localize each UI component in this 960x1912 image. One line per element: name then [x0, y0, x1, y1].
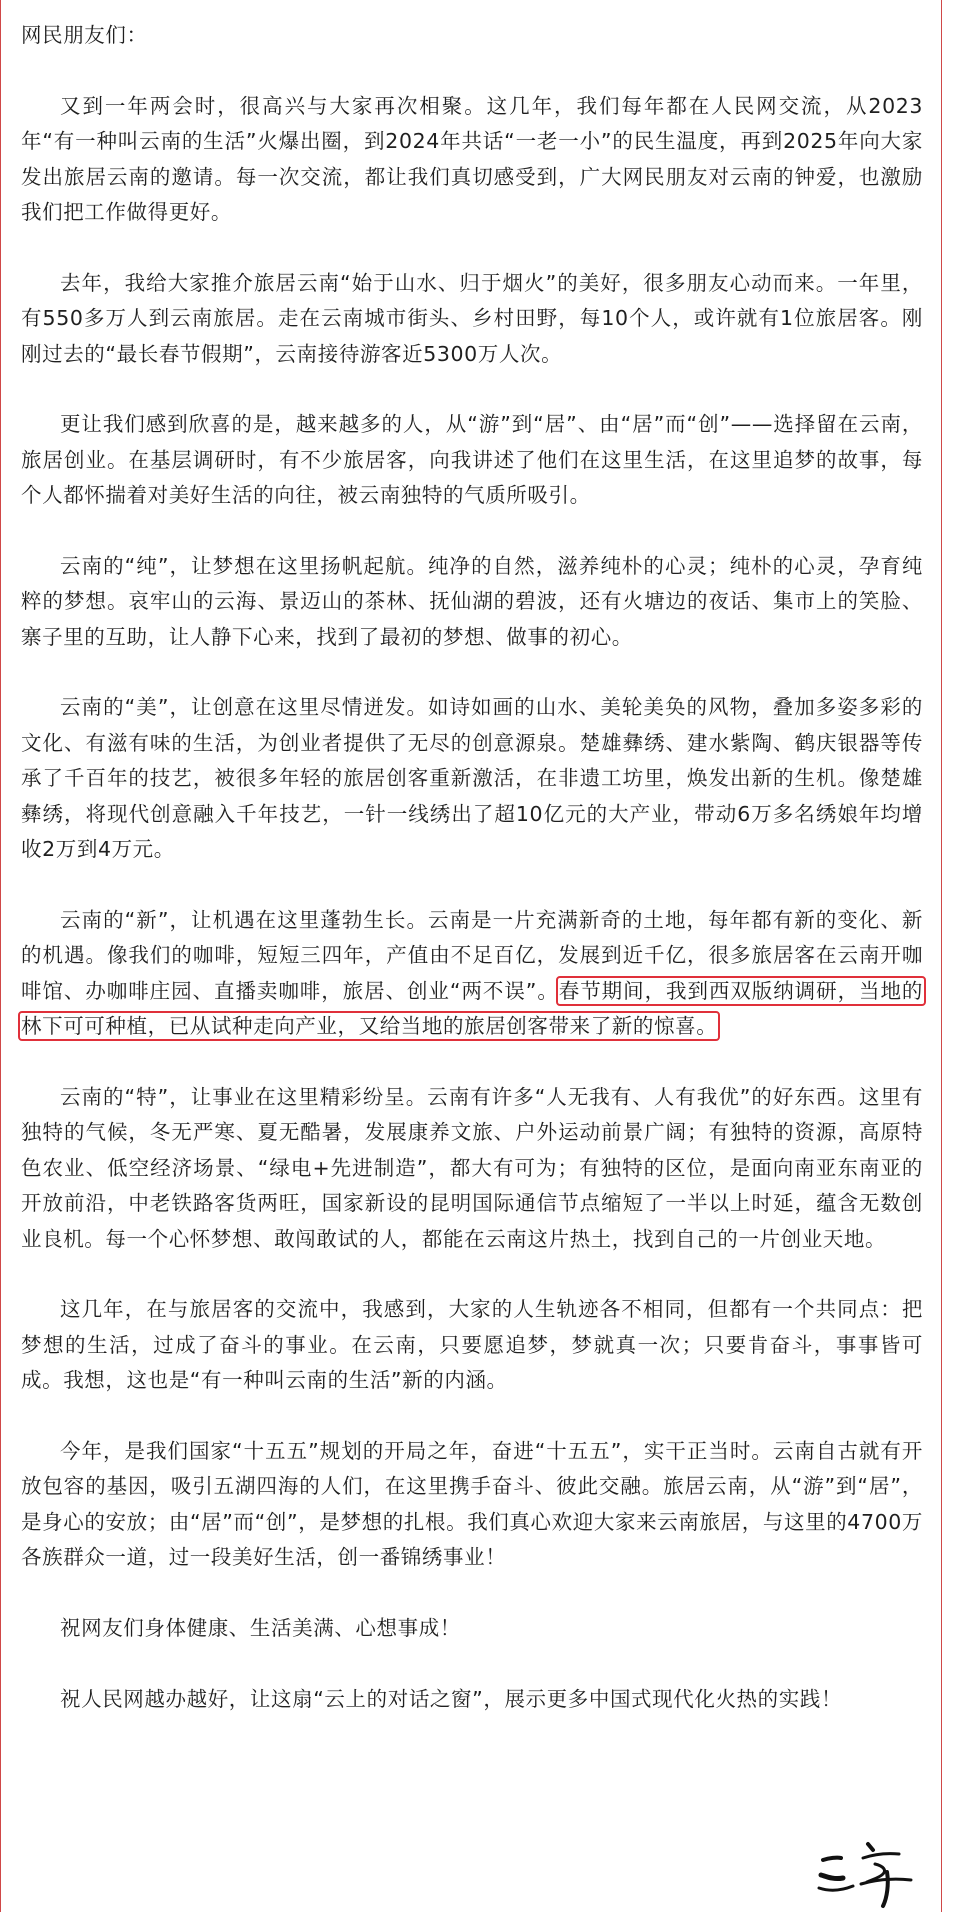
paragraph-special: 云南的“特”，让事业在这里精彩纷呈。云南有许多“人无我有、人有我优”的好东西。这里有独特的气候，冬无严寒、夏无酷暑，发展康养文旅、户外运动前景广阔；有独特的资源，高原特色农业、低空经济场景、“绿电+先进制造”，都大有可为；有独特的区位，是面向南亚东南亚的开放前沿，中老铁路客货两旺，国家新设的昆明国际通信节点缩短了一半以上时延，蕴含无数创业良机。每一个心怀梦想、敢闯敢试的人，都能在云南这片热土，找到自己的一片创业天地。	[21, 1084, 923, 1251]
letter-body	[21, 18, 923, 1754]
paragraph-beauty: 云南的“美”，让创意在这里尽情迸发。如诗如画的山水、美轮美奂的风物，叠加多姿多彩的文化、有滋有味的生活，为创业者提供了无尽的创意源泉。楚雄彝绣、建水紫陶、鹤庆银器等传承了千百年的技艺，被很多年轻的旅居创客重新激活，在非遗工坊里，焕发出新的生机。像楚雄彝绣，将现代创意融入千年技艺，一针一线绣出了超10亿元的大产业，带动6万多名绣娘年均增收2万到4万元。	[21, 695, 923, 861]
handwritten-signature	[813, 1820, 933, 1910]
closing-wish-netizens: 祝网友们身体健康、生活美满、心想事成！	[60, 1615, 461, 1640]
paragraph-new-text: 云南的“新”，让机遇在这里蓬勃生长。云南是一片充满新奇的土地，每年都有新的变化、新的机遇。像我们的咖啡，短短三四年，产值由不足百亿，发展到近千亿，很多旅居客在云南开咖啡馆、办咖啡庄园、直播卖咖啡，旅居、创业“两不误”。	[21, 907, 923, 1003]
paragraph-shared-point: 这几年，在与旅居客的交流中，我感到，大家的人生轨迹各不相同，但都有一个共同点：把梦想的生活，过成了奋斗的事业。在云南，只要愿追梦，梦就真一次；只要肯奋斗，事事皆可成。我想，这也是“有一种叫云南的生活”新的内涵。	[21, 1297, 923, 1392]
paragraph-pure: 云南的“纯”，让梦想在这里扬帆起航。纯净的自然，滋养纯朴的心灵；纯朴的心灵，孕育纯粹的梦想。哀牢山的云海、景迈山的茶林、抚仙湖的碧波，还有火塘边的夜话、集市上的笑脸、寨子里的互助，让人静下心来，找到了最初的梦想、做事的初心。	[21, 553, 923, 649]
paragraph-intro: 又到一年两会时，很高兴与大家再次相聚。这几年，我们每年都在人民网交流，从2023年“有一种叫云南的生活”火爆出圈，到2024年共话“一老一小”的民生温度，再到2025年向大家发出旅居云南的邀请。每一次交流，都让我们真切感受到，广大网民朋友对云南的钟爱，也激励我们把工作做得更好。	[21, 93, 923, 224]
highlighted-sentence: 春节期间，我到西双版纳调研，当地的林下可可种植，已从试种走向产业，又给当地的旅居创客带来了新的惊喜。	[21, 978, 924, 1038]
paragraph-travel-entrepreneurship: 更让我们感到欣喜的是，越来越多的人，从“游”到“居”、由“居”而“创”——选择留在云南，旅居创业。在基层调研时，有不少旅居客，向我讲述了他们在这里生活，在这里追梦的故事，每个人都怀揣着对美好生活的向往，被云南独特的气质所吸引。	[21, 412, 923, 507]
salutation: 网民朋友们：	[21, 23, 148, 47]
paragraph-new	[21, 903, 923, 1045]
paragraph-travel-stats: 去年，我给大家推介旅居云南“始于山水、归于烟火”的美好，很多朋友心动而来。一年里，有550多万人到云南旅居。走在云南城市街头、乡村田野，每10个人，或许就有1位旅居客。刚刚过去的“最长春节假期”，云南接待游客近5300万人次。	[21, 270, 923, 366]
paragraph-invitation: 今年，是我们国家“十五五”规划的开局之年，奋进“十五五”，实干正当时。云南自古就有开放包容的基因，吸引五湖四海的人们，在这里携手奋斗、彼此交融。旅居云南，从“游”到“居”，是身心的安放；由“居”而“创”，是梦想的扎根。我们真心欢迎大家来云南旅居，与这里的4700万各族群众一道，过一段美好生活，创一番锦绣事业！	[21, 1438, 923, 1569]
closing-wish-peoples-daily: 祝人民网越办越好，让这扇“云上的对话之窗”，展示更多中国式现代化火热的实践！	[60, 1687, 843, 1711]
